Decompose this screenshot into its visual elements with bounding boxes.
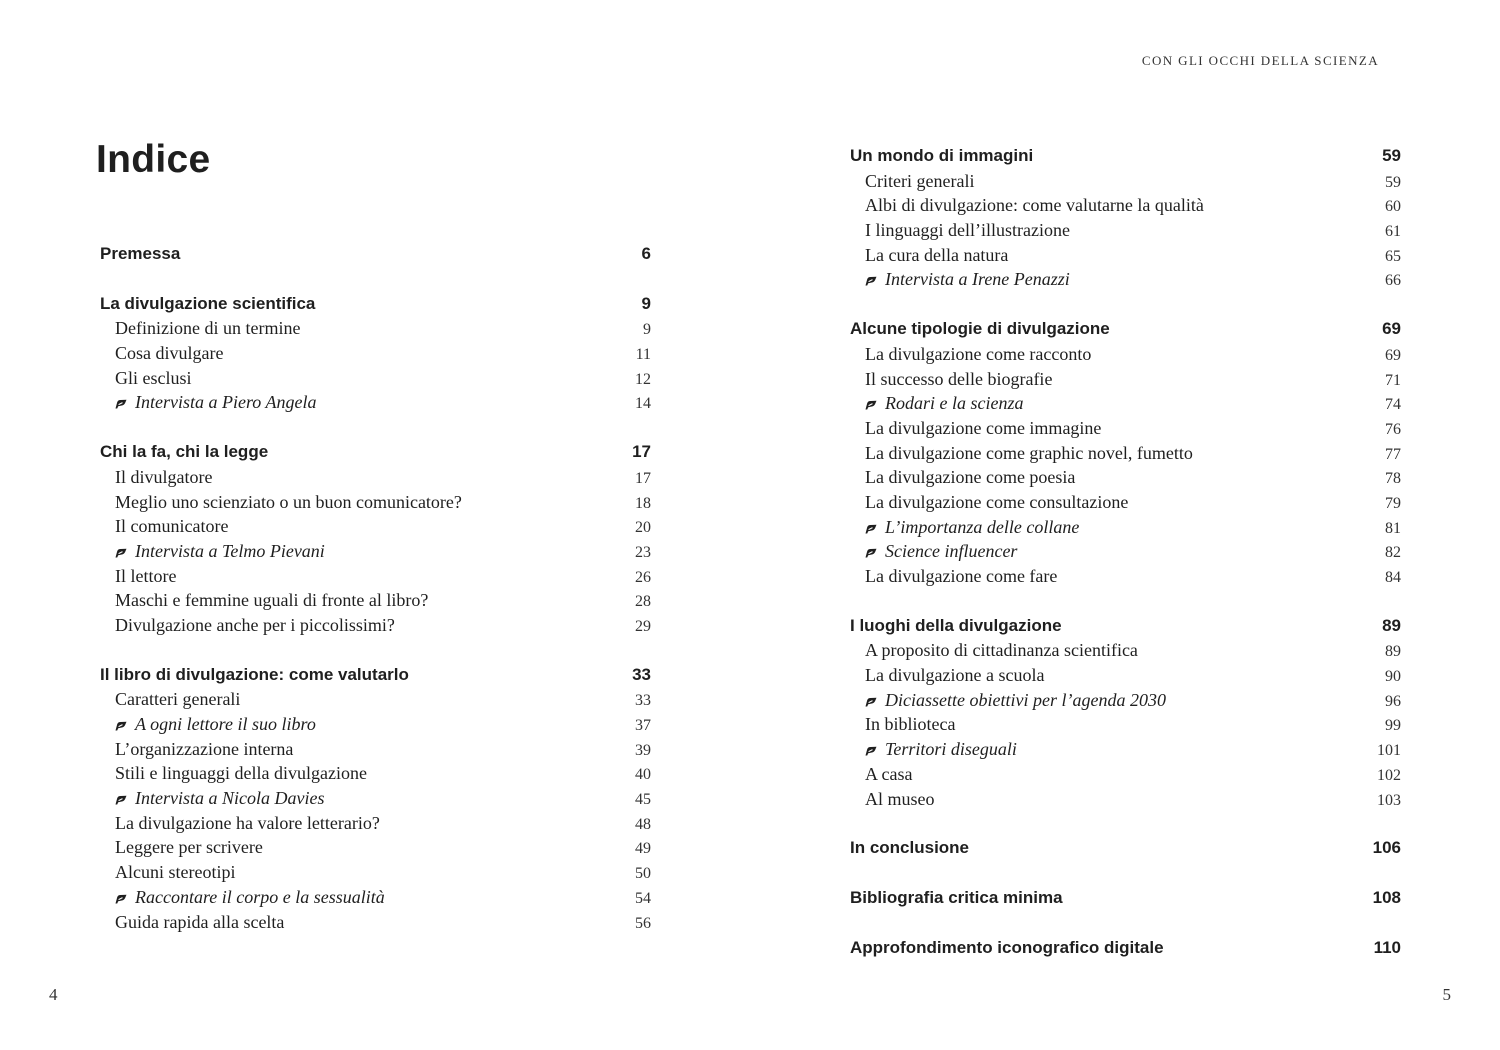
toc-page-number: 56 (635, 914, 651, 932)
toc-entry-text: Maschi e femmine uguali di fronte al libro? (115, 590, 429, 611)
toc-feature-entry (100, 712, 651, 737)
toc-feature-entry (850, 391, 1401, 416)
toc-page-number: 102 (1377, 766, 1401, 784)
toc-entry-text: La divulgazione come fare (865, 566, 1058, 586)
toc-page-number: 50 (635, 865, 651, 883)
toc-entry-label (115, 465, 212, 490)
toc-entry-text: La cura della natura (865, 244, 1009, 265)
toc-chapter-heading (100, 663, 651, 688)
toc-page-number: 108 (1372, 887, 1401, 907)
toc-entry-label (850, 886, 1063, 911)
toc-chapter-heading (100, 292, 651, 317)
toc-entry-label (115, 885, 385, 910)
toc-entry-label (115, 490, 462, 515)
toc-subsection-entry (850, 638, 1401, 663)
toc-subsection-entry (100, 341, 651, 366)
toc-page-number: 79 (1385, 494, 1401, 512)
toc-page-number: 96 (1385, 692, 1401, 710)
toc-page-number: 81 (1385, 519, 1401, 537)
toc-entry-label (865, 342, 1091, 367)
toc-entry-label (115, 316, 300, 341)
toc-entry-label (865, 416, 1101, 441)
toc-entry-text: A ogni lettore il suo libro (135, 714, 316, 734)
feather-arrow-icon (865, 268, 877, 278)
toc-entry-text: A casa (865, 763, 913, 784)
toc-entry-label (865, 441, 1193, 466)
toc-subsection-entry (850, 712, 1401, 737)
toc-entry-label (865, 193, 1204, 218)
toc-page-number: 60 (1385, 198, 1401, 216)
toc-entry-label (115, 341, 223, 366)
toc-section-premessa (100, 242, 651, 267)
toc-entry-text: Intervista a Piero Angela (135, 392, 317, 413)
toc-page-number: 9 (641, 293, 651, 313)
toc-subsection-entry (100, 366, 651, 391)
toc-subsection-entry (850, 342, 1401, 367)
toc-entry-label (115, 588, 428, 613)
toc-entry-label (865, 367, 1052, 392)
toc-chapter-heading (850, 886, 1401, 911)
toc-entry-label (865, 787, 935, 812)
feather-arrow-icon (865, 738, 877, 748)
toc-entry-text: La divulgazione come consultazione (865, 491, 1129, 512)
toc-entry-label (115, 811, 380, 836)
toc-entry-text: Meglio uno scienziato o un buon comunicatore? (115, 491, 462, 512)
toc-entry-text: Leggere per scrivere (115, 837, 263, 858)
toc-feature-entry (100, 539, 651, 564)
toc-subsection-entry (850, 762, 1401, 787)
toc-page-number: 82 (1385, 544, 1401, 562)
toc-subsection-entry (100, 835, 651, 860)
toc-entry-label (115, 835, 263, 860)
toc-subsection-entry (100, 490, 651, 515)
toc-entry-text: L’organizzazione interna (115, 738, 294, 759)
toc-entry-label (865, 267, 1070, 292)
toc-subsection-entry (850, 367, 1401, 392)
toc-entry-text: Intervista a Telmo Pievani (135, 540, 325, 561)
toc-page-number: 90 (1385, 668, 1401, 686)
toc-entry-text: Alcuni stereotipi (115, 862, 236, 883)
toc-section-chi-la-fa-chi-la-legge (100, 440, 651, 638)
toc-page-number: 78 (1385, 470, 1401, 488)
toc-page-number: 84 (1385, 569, 1401, 586)
toc-entry-label (865, 391, 1023, 416)
feather-arrow-icon (115, 391, 127, 401)
toc-entry-text: Al museo (865, 788, 935, 809)
toc-section-la-divulgazione-scientifica (100, 292, 651, 415)
toc-entry-text: Definizione di un termine (115, 318, 301, 339)
toc-chapter-heading (850, 614, 1401, 639)
toc-entry-label (115, 687, 240, 712)
toc-subsection-entry (850, 787, 1401, 812)
toc-subsection-entry (100, 761, 651, 786)
toc-page-number: 59 (1385, 173, 1401, 191)
toc-page-number: 89 (1382, 615, 1401, 635)
toc-chapter-heading (850, 836, 1401, 861)
toc-chapter-heading (850, 144, 1401, 169)
toc-entry-label (865, 465, 1075, 490)
toc-page-number: 28 (635, 593, 651, 611)
toc-subsection-entry (850, 441, 1401, 466)
toc-chapter-heading (100, 242, 651, 267)
toc-section-alcune-tipologie-di-divulgazione (850, 317, 1401, 589)
toc-page-number: 20 (635, 519, 651, 537)
toc-entry-text: Il lettore (115, 565, 177, 586)
toc-section-un-mondo-di-immagini (850, 144, 1401, 292)
toc-feature-entry (850, 539, 1401, 564)
toc-page-number: 99 (1385, 717, 1401, 735)
toc-page-number: 45 (635, 791, 651, 809)
toc-subsection-entry (850, 465, 1401, 490)
toc-page-number: 76 (1385, 420, 1401, 438)
toc-entry-label (115, 860, 235, 885)
toc-feature-entry (100, 390, 651, 415)
page-title: Indice (96, 138, 211, 181)
toc-entry-label (100, 242, 180, 267)
toc-entry-label (100, 292, 315, 317)
toc-entry-label (115, 390, 316, 415)
toc-entry-text: La divulgazione ha valore letterario? (115, 812, 380, 833)
toc-entry-text: Guida rapida alla scelta (115, 911, 285, 932)
toc-subsection-entry (100, 811, 651, 836)
toc-entry-label (115, 737, 293, 762)
toc-entry-label (100, 663, 409, 688)
toc-page-number: 71 (1385, 371, 1401, 389)
toc-entry-label (865, 638, 1138, 663)
toc-entry-text: L’importanza delle collane (885, 516, 1080, 537)
toc-right-column (850, 144, 1401, 985)
toc-subsection-entry (850, 564, 1401, 589)
toc-entry-label (865, 564, 1057, 589)
toc-subsection-entry (850, 193, 1401, 218)
toc-entry-text: Il divulgatore (115, 466, 213, 487)
toc-page-number: 12 (635, 370, 651, 388)
toc-entry-text: I linguaggi dell’illustrazione (865, 220, 1070, 241)
toc-page-number: 77 (1385, 445, 1401, 463)
toc-page-number: 69 (1382, 319, 1401, 339)
toc-entry-text: Il comunicatore (115, 516, 229, 537)
toc-entry-label (865, 712, 955, 737)
toc-page-number: 17 (632, 442, 651, 462)
toc-entry-label (115, 712, 316, 737)
toc-page-number: 6 (641, 244, 651, 263)
toc-entry-text: Il libro di divulgazione: come valutarlo (100, 664, 409, 684)
toc-entry-text: Gli esclusi (115, 367, 192, 388)
feather-arrow-icon (865, 689, 877, 699)
toc-page-number: 18 (635, 494, 651, 512)
toc-section-approfondimento-iconografico-digitale (850, 936, 1401, 961)
toc-chapter-heading (850, 936, 1401, 961)
toc-subsection-entry (850, 243, 1401, 268)
toc-entry-label (865, 762, 912, 787)
feather-arrow-icon (115, 787, 127, 797)
toc-page-number: 23 (635, 543, 651, 561)
toc-page-number: 89 (1385, 643, 1401, 661)
toc-subsection-entry (100, 687, 651, 712)
toc-entry-text: Territori diseguali (885, 739, 1017, 760)
toc-entry-label (115, 761, 367, 786)
toc-subsection-entry (850, 169, 1401, 194)
toc-page-number: 37 (635, 717, 651, 734)
toc-entry-text: A proposito di cittadinanza scientifica (865, 640, 1138, 661)
toc-entry-label (865, 688, 1166, 713)
toc-subsection-entry (100, 737, 651, 762)
toc-feature-entry (850, 267, 1401, 292)
toc-feature-entry (100, 885, 651, 910)
toc-subsection-entry (100, 514, 651, 539)
toc-page-number: 59 (1382, 146, 1401, 165)
toc-page-number: 101 (1377, 742, 1401, 760)
toc-page-number: 54 (635, 889, 651, 907)
toc-entry-text: Diciassette obiettivi per l’agenda 2030 (885, 689, 1166, 710)
toc-entry-text: Albi di divulgazione: come valutarne la qualità (865, 195, 1204, 216)
toc-page-number: 66 (1385, 272, 1401, 290)
toc-entry-text: Divulgazione anche per i piccolissimi? (115, 614, 395, 635)
toc-entry-text: La divulgazione come immagine (865, 417, 1102, 438)
toc-subsection-entry (100, 613, 651, 638)
toc-page-number: 61 (1385, 223, 1401, 241)
toc-entry-label (865, 737, 1017, 762)
toc-entry-label (115, 786, 324, 811)
page-number-left: 4 (49, 985, 58, 1004)
toc-entry-label (865, 169, 974, 194)
toc-entry-label (115, 613, 395, 638)
toc-entry-text: Un mondo di immagini (850, 146, 1034, 165)
toc-page-number: 29 (635, 617, 651, 635)
toc-page-number: 74 (1385, 396, 1401, 414)
toc-entry-text: La divulgazione scientifica (100, 293, 316, 313)
toc-entry-text: Intervista a Nicola Davies (135, 788, 325, 809)
toc-entry-label (850, 614, 1062, 639)
page-number-right: 5 (1442, 985, 1451, 1004)
toc-entry-label (115, 910, 284, 935)
toc-entry-label (115, 539, 325, 564)
toc-entry-label (850, 836, 969, 861)
toc-subsection-entry (100, 316, 651, 341)
toc-chapter-heading (100, 440, 651, 465)
running-header: CON GLI OCCHI DELLA SCIENZA (1141, 53, 1379, 68)
toc-subsection-entry (100, 860, 651, 885)
toc-entry-text: In biblioteca (865, 714, 956, 735)
toc-entry-text: La divulgazione come poesia (865, 467, 1076, 488)
toc-subsection-entry (100, 564, 651, 589)
toc-page-number: 40 (635, 766, 651, 784)
toc-page-number: 17 (635, 469, 651, 487)
toc-page-number: 48 (635, 815, 651, 833)
toc-entry-text: Premessa (100, 244, 181, 263)
toc-entry-text: Criteri generali (865, 170, 975, 191)
toc-feature-entry (100, 786, 651, 811)
toc-subsection-entry (850, 490, 1401, 515)
toc-feature-entry (850, 688, 1401, 713)
toc-page-number: 65 (1385, 247, 1401, 265)
toc-section-il-libro-di-divulgazione-come-valutarlo (100, 663, 651, 935)
feather-arrow-icon (865, 540, 877, 550)
toc-left-column (100, 242, 651, 959)
toc-page-number: 26 (635, 568, 651, 586)
toc-entry-label (850, 317, 1110, 342)
toc-entry-text: Alcune tipologie di divulgazione (850, 319, 1110, 339)
toc-feature-entry (850, 737, 1401, 762)
toc-subsection-entry (100, 588, 651, 613)
toc-entry-text: La divulgazione a scuola (865, 665, 1045, 686)
toc-entry-text: Caratteri generali (115, 689, 241, 710)
toc-page-number: 110 (1373, 937, 1401, 957)
toc-entry-text: La divulgazione come racconto (865, 343, 1092, 364)
toc-page-number: 11 (635, 346, 651, 364)
toc-entry-label (865, 663, 1044, 688)
toc-entry-text: Chi la fa, chi la legge (100, 442, 269, 462)
toc-subsection-entry (850, 416, 1401, 441)
toc-entry-label (865, 515, 1079, 540)
toc-entry-label (865, 218, 1070, 243)
toc-entry-label (865, 539, 1017, 564)
toc-entry-text: La divulgazione come graphic novel, fumetto (865, 442, 1193, 463)
toc-page-number: 39 (635, 741, 651, 759)
toc-page-number: 33 (632, 664, 651, 684)
toc-chapter-heading (850, 317, 1401, 342)
feather-arrow-icon (115, 713, 127, 723)
toc-subsection-entry (100, 465, 651, 490)
toc-entry-text: Raccontare il corpo e la sessualità (135, 886, 385, 907)
toc-entry-text: Approfondimento iconografico digitale (850, 937, 1164, 957)
toc-page-number: 14 (635, 395, 651, 413)
toc-entry-label (100, 440, 268, 465)
feather-arrow-icon (115, 886, 127, 896)
toc-entry-label (115, 514, 228, 539)
feather-arrow-icon (865, 392, 877, 402)
toc-subsection-entry (100, 910, 651, 935)
toc-entry-text: I luoghi della divulgazione (850, 615, 1062, 635)
toc-feature-entry (850, 515, 1401, 540)
toc-page-number: 9 (643, 321, 651, 339)
toc-entry-text: Rodari e la scienza (885, 393, 1024, 414)
toc-page-number: 49 (635, 840, 651, 858)
feather-arrow-icon (865, 516, 877, 526)
toc-subsection-entry (850, 663, 1401, 688)
toc-entry-text: Il successo delle biografie (865, 368, 1053, 389)
toc-section-bibliografia-critica-minima (850, 886, 1401, 911)
toc-entry-label (865, 490, 1128, 515)
toc-entry-label (850, 144, 1033, 169)
toc-entry-label (115, 366, 192, 391)
toc-entry-text: In conclusione (850, 838, 970, 858)
feather-arrow-icon (115, 540, 127, 550)
toc-page-number: 69 (1385, 346, 1401, 364)
toc-entry-text: Cosa divulgare (115, 343, 224, 364)
toc-entry-label (115, 564, 176, 589)
toc-entry-text: Bibliografia critica minima (850, 887, 1063, 907)
toc-section-in-conclusione (850, 836, 1401, 861)
toc-page-number: 103 (1377, 791, 1401, 809)
toc-entry-text: Intervista a Irene Penazzi (885, 269, 1070, 290)
toc-section-i-luoghi-della-divulgazione (850, 614, 1401, 812)
toc-entry-text: Science influencer (885, 541, 1018, 562)
toc-page-number: 33 (635, 692, 651, 710)
toc-subsection-entry (850, 218, 1401, 243)
toc-entry-label (850, 936, 1164, 961)
toc-entry-text: Stili e linguaggi della divulgazione (115, 763, 367, 784)
toc-entry-label (865, 243, 1008, 268)
toc-page-number: 106 (1372, 838, 1401, 858)
